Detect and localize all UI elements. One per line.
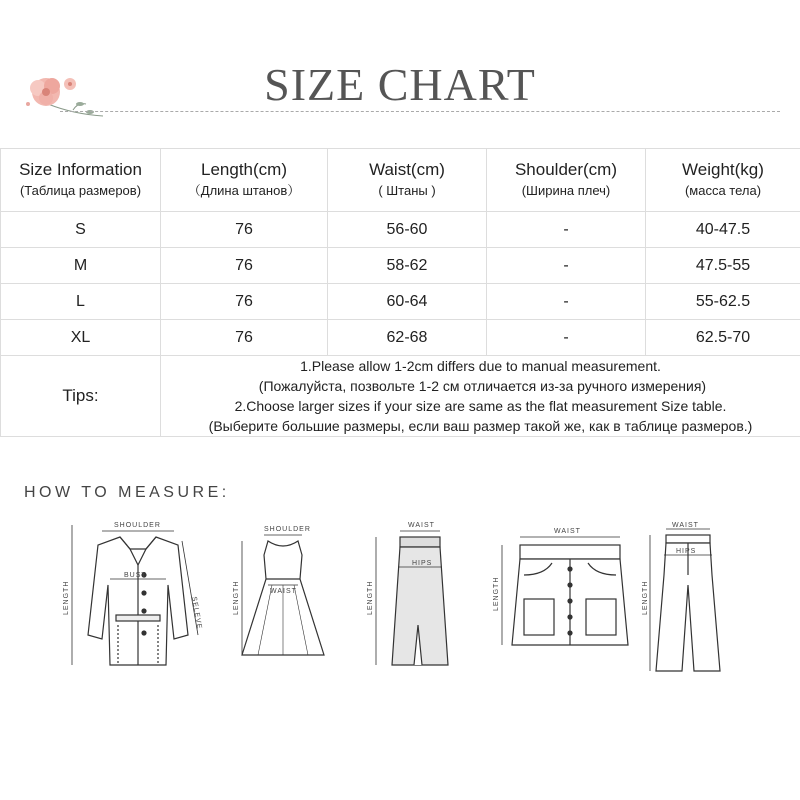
- table-cell: 56-60: [328, 212, 487, 248]
- coat-icon: [58, 515, 218, 675]
- table-cell: XL: [1, 320, 161, 356]
- table-row: [1, 284, 800, 320]
- pants-length-label: LENGTH: [642, 580, 649, 615]
- pants-icon: [640, 515, 740, 675]
- table-row: [1, 320, 800, 356]
- dress-diagram: [228, 515, 338, 675]
- coat-diagram: [58, 515, 218, 675]
- tips-row: [1, 356, 800, 437]
- pants-hips-label: HIPS: [676, 548, 697, 555]
- how-to-measure-title: HOW TO MEASURE:: [24, 484, 230, 501]
- coat-length-label: LENGTH: [63, 580, 70, 615]
- table-row: [1, 248, 800, 284]
- table-cell: M: [1, 248, 161, 284]
- tip-line: 2.Choose larger sizes if your size are same as the flat measurement Size table.: [234, 398, 727, 414]
- table-cell: -: [487, 212, 646, 248]
- table-cell: 60-64: [328, 284, 487, 320]
- skirt-diagram: [360, 515, 460, 675]
- shorts-diagram: [488, 515, 638, 675]
- skirt-icon: [360, 515, 460, 675]
- skirt-length-label: LENGTH: [367, 580, 374, 615]
- tips-label: Tips:: [1, 356, 161, 437]
- column-header: Shoulder(cm) (Ширина плеч): [487, 149, 646, 212]
- column-header: Size Information (Таблица размеров): [1, 149, 161, 212]
- skirt-hips-label: HIPS: [412, 560, 433, 567]
- table-cell: -: [487, 248, 646, 284]
- dress-length-label: LENGTH: [233, 580, 240, 615]
- coat-shoulder-label: SHOULDER: [114, 522, 161, 529]
- table-cell: 62-68: [328, 320, 487, 356]
- tip-line: 1.Please allow 1-2cm differs due to manual measurement.: [300, 358, 661, 374]
- shorts-waist-label: WAIST: [554, 528, 581, 535]
- table-row: [1, 212, 800, 248]
- column-header: Waist(cm) ( Штаны ): [328, 149, 487, 212]
- coat-bust-label: BUST: [124, 572, 147, 579]
- column-header: Weight(kg) (масса тела): [646, 149, 800, 212]
- tips-text: [161, 356, 800, 437]
- table-cell: -: [487, 320, 646, 356]
- table-cell: S: [1, 212, 161, 248]
- table-cell: 76: [161, 284, 328, 320]
- table-cell: -: [487, 284, 646, 320]
- tip-line: (Пожалуйста, позвольте 1-2 см отличается из-за ручного измерения): [254, 378, 707, 394]
- column-header: Length(cm) （Длина штанов）: [161, 149, 328, 212]
- dress-shoulder-label: SHOULDER: [264, 526, 311, 533]
- table-cell: 40-47.5: [646, 212, 800, 248]
- tip-line: (Выберите большие размеры, если ваш размер такой же, как в таблице размеров.): [208, 418, 753, 434]
- pants-diagram: [640, 515, 740, 675]
- header: [0, 0, 800, 130]
- table-header-row: [1, 149, 800, 212]
- table-cell: 76: [161, 320, 328, 356]
- table-cell: 76: [161, 212, 328, 248]
- table-cell: 58-62: [328, 248, 487, 284]
- skirt-waist-label: WAIST: [408, 522, 435, 529]
- title-divider: [60, 111, 780, 112]
- page-title: SIZE CHART: [264, 59, 536, 110]
- shorts-icon: [488, 515, 638, 675]
- dress-icon: [228, 515, 338, 675]
- coat-sleeve-label: SELEVE: [190, 596, 203, 631]
- table-cell: 76: [161, 248, 328, 284]
- table-cell: 62.5-70: [646, 320, 800, 356]
- table-cell: L: [1, 284, 161, 320]
- dress-waist-label: WAIST: [270, 588, 297, 595]
- pants-waist-label: WAIST: [672, 522, 699, 529]
- table-cell: 47.5-55: [646, 248, 800, 284]
- size-table: [0, 148, 800, 437]
- table-cell: 55-62.5: [646, 284, 800, 320]
- shorts-length-label: LENGTH: [493, 576, 500, 611]
